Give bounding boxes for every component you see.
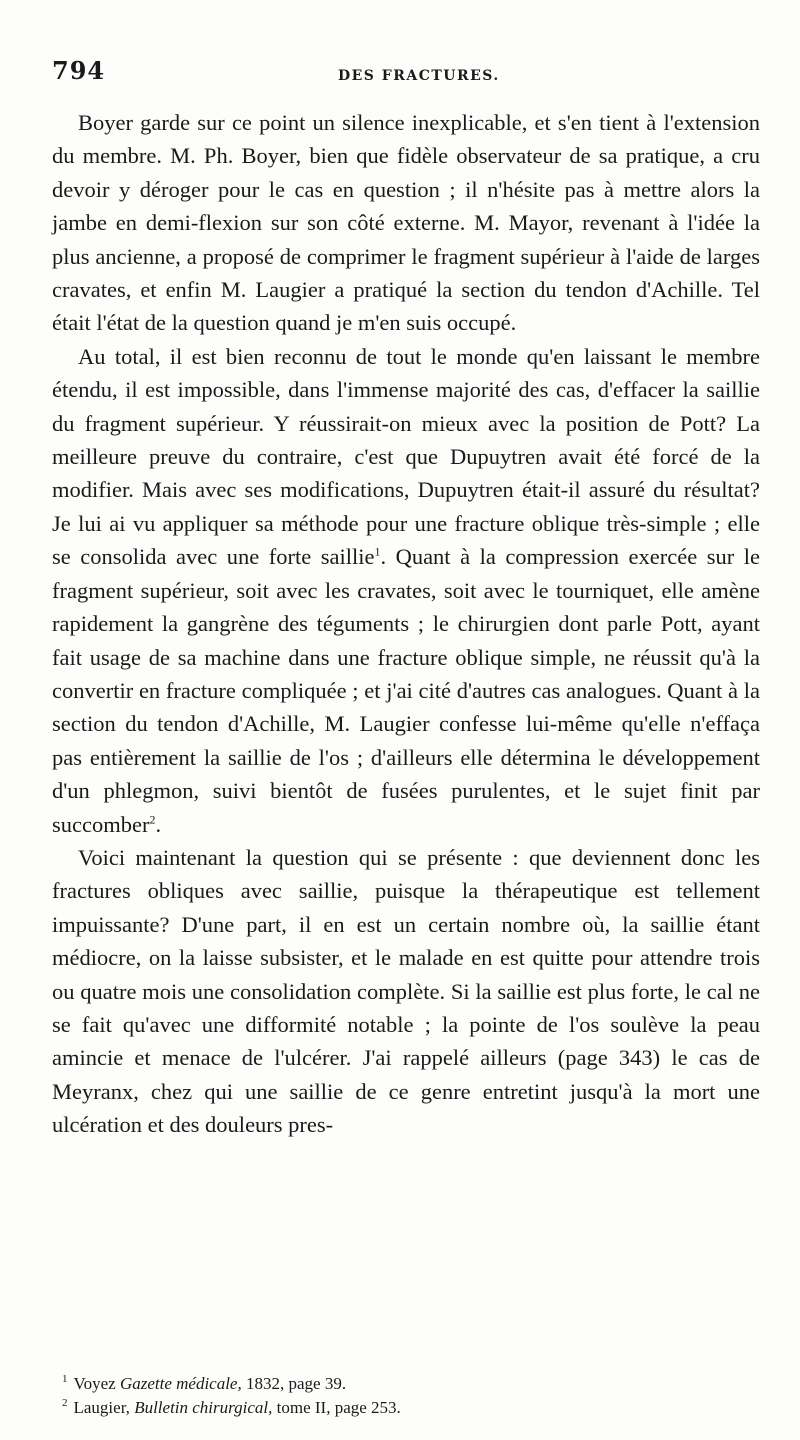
paragraph-3: Voici maintenant la question qui se présente : que deviennent donc les fractures obliques avec saillie, puisque la thérapeutique est tellement impuissante? D'une part, il en est un certain nombre où, la saillie étant médiocre, on la laisse subsister, et le malade en est quitte pour attendre trois ou quatre mois une consolidation complète. Si la saillie est plus forte, le cal ne se fait qu'avec une difformité notable ; la pointe de l'os soulève la peau amincie et menace de l'ulcérer. J'ai rappelé ailleurs (page 343) le cas de Meyranx, chez qui une saillie de ce genre entretint jusqu'à la mort une ulcération et des douleurs pres- <box>52 844 760 1138</box>
footnote-1-rest: 1832, page 39. <box>241 1374 347 1393</box>
page-header <box>52 56 772 92</box>
footnote-1 <box>52 1372 760 1396</box>
footnote-1-mark: 1 <box>62 1373 68 1386</box>
footnote-1-title: Gazette médicale, <box>119 1374 242 1393</box>
footnote-1-lead: Voyez <box>73 1374 120 1393</box>
footnote-ref-2: 2 <box>149 812 156 827</box>
footnote-2-lead: Laugier, <box>73 1398 135 1417</box>
paragraph-2-part-2: . Quant à la compression exercée sur le fragment supérieur, soit avec les cravates, soit avec le tourniquet, elle amène rapidement la gangrène des téguments ; le chirurgien dont parle Pott, ayant fait usage de sa machine dans une fracture oblique simple, ne réussit qu'à la convertir en fracture compliquée ; et j'ai cité d'autres cas analogues. Quant à la section du tendon d'Achille, M. Laugier confesse lui-même qu'elle n'effaça pas entièrement la saillie de l'os ; d'ailleurs elle détermina le développement d'un phlegmon, suivi bientôt de fusées purulentes, et le sujet finit par succomber <box>52 544 760 837</box>
footnotes <box>52 1372 760 1420</box>
page-number: 794 <box>52 56 106 85</box>
footnote-2-title: Bulletin chirurgical, <box>134 1398 273 1417</box>
body-text <box>52 106 760 1142</box>
footnote-2 <box>52 1396 760 1420</box>
footnote-2-rest: tome II, page 253. <box>272 1398 401 1417</box>
footnote-2-mark: 2 <box>62 1397 68 1410</box>
paragraph-2-part-3: . <box>155 811 162 837</box>
running-title: DES FRACTURES. <box>338 68 500 84</box>
footnote-ref-1: 1 <box>374 544 381 559</box>
paragraph-2-part-1: Au total, il est bien reconnu de tout le monde qu'en laissant le membre étendu, il est impossible, dans l'immense majorité des cas, d'effacer la saillie du fragment supérieur. Y réussirait-on mieux avec la position de Pott? La meilleure preuve du contraire, c'est que Dupuytren avait été forcé de la modifier. Mais avec ses modifications, Dupuytren était-il assuré du résultat? Je lui ai vu appliquer sa méthode pour une fracture oblique très-simple ; elle se consolida avec une forte saillie <box>52 343 760 570</box>
paragraph-2 <box>52 340 760 841</box>
paragraph-1: Boyer garde sur ce point un silence inexplicable, et s'en tient à l'extension du membre. M. Ph. Boyer, bien que fidèle observateur de sa pratique, a cru devoir y déroger pour le cas en question ; il n'hésite pas à mettre alors la jambe en demi-flexion sur son côté externe. M. Mayor, revenant à l'idée la plus ancienne, a proposé de comprimer le fragment supérieur à l'aide de larges cravates, et enfin M. Laugier a pratiqué la section du tendon d'Achille. Tel était l'état de la question quand je m'en suis occupé. <box>52 110 760 336</box>
